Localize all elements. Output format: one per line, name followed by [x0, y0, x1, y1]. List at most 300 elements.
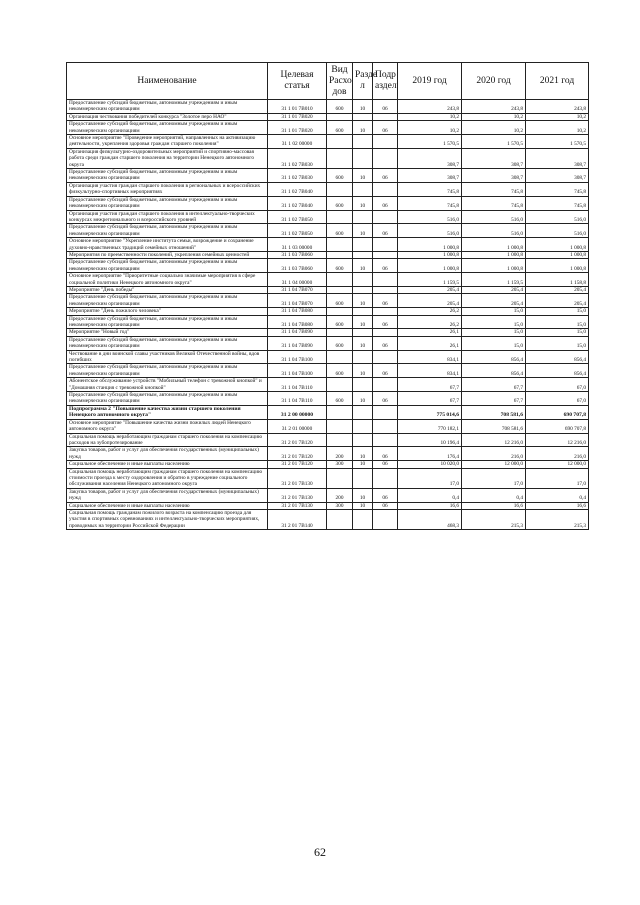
row-section-cell [353, 238, 373, 252]
row-2020-cell: 16,6 [462, 502, 526, 509]
row-name-cell: Социальное обеспечение и иные выплаты населению [67, 502, 268, 509]
row-section-cell [353, 182, 373, 196]
row-subsection-cell [373, 468, 398, 488]
row-section-cell [353, 148, 373, 168]
row-section-cell [353, 419, 373, 433]
row-2021-cell: 1 570,5 [526, 135, 589, 149]
row-expense-type-cell: 600 [327, 336, 353, 350]
row-2020-cell: 0,4 [462, 488, 526, 502]
row-code-cell: 31 2 00 00000 [268, 405, 327, 419]
table-row [67, 238, 589, 252]
row-2020-cell: 15,0 [462, 315, 526, 329]
table-row [67, 509, 589, 529]
row-2021-cell: 856,4 [526, 350, 589, 364]
row-section-cell: 10 [353, 336, 373, 350]
row-name-cell: Организация физкультурно-оздоровительных мероприятий и спортивно-массовая работа среди граждан старшего поколения на территории Ненецкого автономного округа [67, 148, 268, 168]
table-row [67, 121, 589, 135]
table-row [67, 113, 589, 120]
row-name-cell: Чествование в дни воинской славы участников Великой Отечественной войны, вдов погибших [67, 350, 268, 364]
row-code-cell: 31 1 02 7В050 [268, 210, 327, 224]
row-name-cell: Социальная помощь неработающим гражданам старшего поколения на компенсацию расходов на зубопротезирование [67, 433, 268, 447]
row-2020-cell: 1 159,5 [462, 273, 526, 287]
row-2019-cell: 1 570,5 [398, 135, 462, 149]
row-code-cell: 31 1 04 7В100 [268, 364, 327, 378]
row-expense-type-cell [327, 378, 353, 392]
row-2020-cell: 10,2 [462, 113, 526, 120]
row-2020-cell: 856,4 [462, 350, 526, 364]
row-expense-type-cell [327, 182, 353, 196]
row-expense-type-cell: 300 [327, 461, 353, 468]
row-2020-cell: 17,0 [462, 468, 526, 488]
table-row [67, 196, 589, 210]
row-2019-cell: 308,7 [398, 148, 462, 168]
row-name-cell: Предоставление субсидий бюджетным, автономным учреждениям и иным некоммерческим организациям [67, 100, 268, 114]
row-2019-cell: 834,1 [398, 364, 462, 378]
table-row [67, 286, 589, 293]
table-row [67, 169, 589, 183]
table-row [67, 447, 589, 461]
row-2019-cell: 745,8 [398, 182, 462, 196]
row-subsection-cell: 06 [373, 336, 398, 350]
row-2020-cell: 12 000,0 [462, 461, 526, 468]
row-section-cell [353, 286, 373, 293]
row-code-cell: 31 1 04 7В090 [268, 329, 327, 336]
row-2020-cell: 12 216,0 [462, 433, 526, 447]
row-2020-cell: 308,7 [462, 169, 526, 183]
row-2020-cell: 1 000,8 [462, 251, 526, 258]
row-subsection-cell [373, 210, 398, 224]
row-section-cell: 10 [353, 461, 373, 468]
row-section-cell [353, 350, 373, 364]
row-subsection-cell [373, 238, 398, 252]
row-2021-cell: 690 707,8 [526, 419, 589, 433]
row-name-cell: Предоставление субсидий бюджетным, автономным учреждениям и иным некоммерческим организациям [67, 364, 268, 378]
header-type: Вид Расхо дов [327, 63, 353, 100]
row-section-cell: 10 [353, 294, 373, 308]
row-2021-cell: 1 000,8 [526, 259, 589, 273]
row-expense-type-cell: 600 [327, 121, 353, 135]
row-expense-type-cell: 200 [327, 447, 353, 461]
row-subsection-cell: 06 [373, 447, 398, 461]
table-row [67, 336, 589, 350]
row-2019-cell: 468,3 [398, 509, 462, 529]
row-2021-cell: 205,4 [526, 294, 589, 308]
table-row [67, 315, 589, 329]
row-code-cell: 31 1 01 7В010 [268, 100, 327, 114]
row-subsection-cell: 06 [373, 224, 398, 238]
header-2019: 2019 год [398, 63, 462, 100]
row-section-cell [353, 113, 373, 120]
row-2021-cell: 10,2 [526, 113, 589, 120]
row-2020-cell: 67,7 [462, 378, 526, 392]
row-subsection-cell: 06 [373, 488, 398, 502]
table-body [67, 100, 589, 530]
row-section-cell: 10 [353, 502, 373, 509]
table-row [67, 148, 589, 168]
row-section-cell: 10 [353, 224, 373, 238]
row-2021-cell: 690 707,8 [526, 405, 589, 419]
row-2019-cell: 26,2 [398, 308, 462, 315]
row-2019-cell: 1 159,5 [398, 273, 462, 287]
row-subsection-cell: 06 [373, 169, 398, 183]
row-2020-cell: 1 570,5 [462, 135, 526, 149]
row-section-cell [353, 308, 373, 315]
row-2021-cell: 15,0 [526, 336, 589, 350]
table-row [67, 329, 589, 336]
row-expense-type-cell: 200 [327, 488, 353, 502]
row-name-cell: Подпрограмма 2 "Повышение качества жизни старшего поколения Ненецкого автономного округа" [67, 405, 268, 419]
row-2019-cell: 10,2 [398, 121, 462, 135]
header-target: Целевая статья [268, 63, 327, 100]
row-name-cell: Основное мероприятие "Укрепление института семьи, возрождение и сохранение духовно-нравственных традиций семейных отношений" [67, 238, 268, 252]
row-subsection-cell [373, 286, 398, 293]
row-code-cell: 31 1 04 7В080 [268, 315, 327, 329]
table-row [67, 100, 589, 114]
row-name-cell: Закупка товаров, работ и услуг для обеспечения государственных (муниципальных) нужд [67, 447, 268, 461]
row-2019-cell: 26,1 [398, 329, 462, 336]
table-row [67, 364, 589, 378]
row-2019-cell: 26,2 [398, 315, 462, 329]
row-2021-cell: 15,0 [526, 308, 589, 315]
row-expense-type-cell [327, 135, 353, 149]
row-expense-type-cell [327, 148, 353, 168]
row-2020-cell: 516,0 [462, 224, 526, 238]
row-subsection-cell [373, 433, 398, 447]
row-2021-cell: 745,8 [526, 196, 589, 210]
row-name-cell: Предоставление субсидий бюджетным, автономным учреждениям и иным некоммерческим организациям [67, 259, 268, 273]
row-2021-cell: 205,4 [526, 286, 589, 293]
row-section-cell: 10 [353, 100, 373, 114]
row-2019-cell: 770 182,1 [398, 419, 462, 433]
row-expense-type-cell [327, 251, 353, 258]
row-2021-cell: 516,0 [526, 210, 589, 224]
row-subsection-cell [373, 308, 398, 315]
row-expense-type-cell: 600 [327, 100, 353, 114]
row-2020-cell: 216,0 [462, 447, 526, 461]
row-name-cell: Основное мероприятие "Проведение мероприятий, направленных на активизацию деятельности, укрепления здоровья граждан старшего поколения" [67, 135, 268, 149]
table-row [67, 350, 589, 364]
row-section-cell [353, 135, 373, 149]
row-2020-cell: 10,2 [462, 121, 526, 135]
row-name-cell: Социальная помощь гражданам пожилого возраста на компенсацию проезда для участия в спортивных соревнованиях и интеллектуально-творческих мероприятиях, проводимых на территории Российской Федерации [67, 509, 268, 529]
row-2020-cell: 205,4 [462, 286, 526, 293]
row-2019-cell: 176,4 [398, 447, 462, 461]
row-name-cell: Социальное обеспечение и иные выплаты населению [67, 461, 268, 468]
row-name-cell: Основное мероприятие "Приоритетные социально значимые мероприятия в сфере социальной политики Ненецкого автономного округа" [67, 273, 268, 287]
row-2021-cell: 1 000,8 [526, 251, 589, 258]
row-2021-cell: 243,8 [526, 100, 589, 114]
row-2021-cell: 1 000,8 [526, 238, 589, 252]
row-subsection-cell [373, 509, 398, 529]
row-code-cell: 31 1 02 00000 [268, 135, 327, 149]
table-row [67, 502, 589, 509]
row-section-cell [353, 273, 373, 287]
row-2021-cell: 10,2 [526, 121, 589, 135]
row-2021-cell: 1 158,8 [526, 273, 589, 287]
row-section-cell [353, 329, 373, 336]
row-subsection-cell [373, 378, 398, 392]
row-name-cell: Предоставление субсидий бюджетным, автономным учреждениям и иным некоммерческим организациям [67, 294, 268, 308]
row-2019-cell: 243,8 [398, 100, 462, 114]
table-header-row [67, 63, 589, 100]
row-2019-cell: 1 000,8 [398, 259, 462, 273]
row-code-cell: 31 1 04 7В100 [268, 350, 327, 364]
row-name-cell: Предоставление субсидий бюджетным, автономным учреждениям и иным некоммерческим организациям [67, 196, 268, 210]
row-2019-cell: 10 196,4 [398, 433, 462, 447]
row-subsection-cell [373, 329, 398, 336]
row-subsection-cell [373, 113, 398, 120]
row-name-cell: Мероприятие "День победы" [67, 286, 268, 293]
table-row [67, 405, 589, 419]
header-name: Наименование [67, 63, 268, 100]
row-subsection-cell [373, 135, 398, 149]
row-2019-cell: 308,7 [398, 169, 462, 183]
row-section-cell [353, 251, 373, 258]
row-code-cell: 31 1 04 00000 [268, 273, 327, 287]
table-row [67, 419, 589, 433]
row-subsection-cell [373, 251, 398, 258]
row-subsection-cell: 06 [373, 196, 398, 210]
table-row [67, 488, 589, 502]
row-expense-type-cell: 300 [327, 502, 353, 509]
table-row [67, 461, 589, 468]
table-row [67, 392, 589, 406]
row-code-cell: 31 1 04 7В070 [268, 286, 327, 293]
table-row [67, 182, 589, 196]
row-code-cell: 31 1 02 7В030 [268, 169, 327, 183]
row-expense-type-cell [327, 286, 353, 293]
row-section-cell [353, 378, 373, 392]
row-2020-cell: 15,0 [462, 329, 526, 336]
row-2020-cell: 15,0 [462, 336, 526, 350]
row-subsection-cell [373, 182, 398, 196]
row-code-cell: 31 2 01 7В130 [268, 502, 327, 509]
header-2021: 2021 год [526, 63, 589, 100]
row-section-cell [353, 433, 373, 447]
row-2020-cell: 745,8 [462, 182, 526, 196]
header-subsection: Подр аздел [373, 63, 398, 100]
row-2021-cell: 308,7 [526, 148, 589, 168]
budget-table [66, 62, 589, 530]
row-2019-cell: 10,2 [398, 113, 462, 120]
row-expense-type-cell: 600 [327, 169, 353, 183]
row-2019-cell: 516,0 [398, 224, 462, 238]
row-name-cell: Предоставление субсидий бюджетным, автономным учреждениям и иным некоммерческим организациям [67, 315, 268, 329]
row-code-cell: 31 1 04 7В080 [268, 308, 327, 315]
row-2019-cell: 16,6 [398, 502, 462, 509]
row-expense-type-cell [327, 308, 353, 315]
row-subsection-cell [373, 350, 398, 364]
table-row [67, 378, 589, 392]
row-expense-type-cell [327, 238, 353, 252]
row-expense-type-cell [327, 350, 353, 364]
row-code-cell: 31 2 01 00000 [268, 419, 327, 433]
row-2020-cell: 708 581,6 [462, 405, 526, 419]
row-subsection-cell [373, 273, 398, 287]
row-2019-cell: 1 000,8 [398, 238, 462, 252]
table-row [67, 210, 589, 224]
row-name-cell: Организация участия граждан старшего поколения в региональных и всероссийских физкультурно-спортивных мероприятиях [67, 182, 268, 196]
row-code-cell: 31 2 01 7В120 [268, 447, 327, 461]
table-row [67, 294, 589, 308]
row-name-cell: Мероприятие "Новый год" [67, 329, 268, 336]
row-name-cell: Предоставление субсидий бюджетным, автономным учреждениям и иным некоммерческим организациям [67, 336, 268, 350]
row-2019-cell: 775 014,6 [398, 405, 462, 419]
row-expense-type-cell [327, 273, 353, 287]
row-code-cell: 31 2 01 7В120 [268, 433, 327, 447]
row-2020-cell: 15,0 [462, 308, 526, 315]
row-name-cell: Социальная помощь неработающим гражданам старшего поколения на компенсацию стоимости проезда к месту оздоровления и обратно в учреждение социального обслуживания населения Ненецкого автономного округа [67, 468, 268, 488]
row-code-cell: 31 1 04 7В090 [268, 336, 327, 350]
row-section-cell [353, 468, 373, 488]
table-row [67, 224, 589, 238]
row-expense-type-cell [327, 433, 353, 447]
row-section-cell [353, 509, 373, 529]
row-code-cell: 31 1 04 7В110 [268, 378, 327, 392]
row-subsection-cell: 06 [373, 502, 398, 509]
row-2021-cell: 856,4 [526, 364, 589, 378]
row-expense-type-cell [327, 419, 353, 433]
row-2020-cell: 708 581,6 [462, 419, 526, 433]
row-section-cell [353, 405, 373, 419]
row-section-cell: 10 [353, 121, 373, 135]
row-section-cell: 10 [353, 169, 373, 183]
table-row [67, 259, 589, 273]
row-2021-cell: 15,0 [526, 329, 589, 336]
row-2021-cell: 0,4 [526, 488, 589, 502]
row-2020-cell: 215,3 [462, 509, 526, 529]
row-2021-cell: 216,0 [526, 447, 589, 461]
row-code-cell: 31 2 01 7В120 [268, 461, 327, 468]
row-2019-cell: 205,4 [398, 286, 462, 293]
table-row [67, 251, 589, 258]
row-name-cell: Основное мероприятие "Повышение качества жизни пожилых людей Ненецкого автономного округа" [67, 419, 268, 433]
page-number: 62 [314, 845, 326, 859]
row-2020-cell: 745,8 [462, 196, 526, 210]
row-expense-type-cell: 600 [327, 294, 353, 308]
row-name-cell: Мероприятие "День пожилого человека" [67, 308, 268, 315]
row-subsection-cell: 06 [373, 364, 398, 378]
table-row [67, 433, 589, 447]
row-expense-type-cell: 600 [327, 196, 353, 210]
row-code-cell: 31 1 04 7В110 [268, 392, 327, 406]
row-name-cell: Организация участия граждан старшего поколения в интеллектуально-творческих конкурсах межрегионального и всероссийского уровней [67, 210, 268, 224]
row-expense-type-cell [327, 405, 353, 419]
header-section: Разде л [353, 63, 373, 100]
row-2021-cell: 16,6 [526, 502, 589, 509]
row-name-cell: Предоставление субсидий бюджетным, автономным учреждениям и иным некоммерческим организациям [67, 224, 268, 238]
row-name-cell: Мероприятия по преемственности поколений, укрепления семейных ценностей [67, 251, 268, 258]
header-2020: 2020 год [462, 63, 526, 100]
row-2020-cell: 205,4 [462, 294, 526, 308]
row-code-cell: 31 1 01 7В020 [268, 113, 327, 120]
table-row [67, 308, 589, 315]
row-section-cell: 10 [353, 196, 373, 210]
row-subsection-cell: 06 [373, 392, 398, 406]
row-section-cell [353, 210, 373, 224]
row-2019-cell: 205,4 [398, 294, 462, 308]
row-2020-cell: 243,8 [462, 100, 526, 114]
row-subsection-cell: 06 [373, 315, 398, 329]
row-section-cell: 10 [353, 447, 373, 461]
row-expense-type-cell: 600 [327, 259, 353, 273]
row-2021-cell: 745,8 [526, 182, 589, 196]
row-2019-cell: 516,0 [398, 210, 462, 224]
row-code-cell: 31 1 04 7В070 [268, 294, 327, 308]
row-2020-cell: 1 000,8 [462, 259, 526, 273]
row-2021-cell: 67,0 [526, 392, 589, 406]
row-subsection-cell: 06 [373, 461, 398, 468]
row-2021-cell: 15,0 [526, 315, 589, 329]
row-2019-cell: 745,8 [398, 196, 462, 210]
row-subsection-cell [373, 419, 398, 433]
row-code-cell: 31 2 01 7В140 [268, 509, 327, 529]
row-subsection-cell: 06 [373, 100, 398, 114]
row-expense-type-cell: 600 [327, 224, 353, 238]
row-subsection-cell: 06 [373, 121, 398, 135]
row-2020-cell: 1 000,8 [462, 238, 526, 252]
row-2021-cell: 12 216,0 [526, 433, 589, 447]
row-expense-type-cell [327, 329, 353, 336]
row-2021-cell: 12 000,0 [526, 461, 589, 468]
row-code-cell: 31 1 02 7В040 [268, 196, 327, 210]
table-row [67, 135, 589, 149]
row-2019-cell: 0,4 [398, 488, 462, 502]
row-name-cell: Предоставление субсидий бюджетным, автономным учреждениям и иным некоммерческим организациям [67, 121, 268, 135]
row-expense-type-cell [327, 210, 353, 224]
row-2019-cell: 17,0 [398, 468, 462, 488]
row-2021-cell: 17,0 [526, 468, 589, 488]
row-2021-cell: 215,3 [526, 509, 589, 529]
budget-table-container [66, 62, 588, 530]
row-code-cell: 31 1 01 7В020 [268, 121, 327, 135]
row-section-cell: 10 [353, 259, 373, 273]
row-2021-cell: 516,0 [526, 224, 589, 238]
row-expense-type-cell [327, 509, 353, 529]
row-2021-cell: 308,7 [526, 169, 589, 183]
row-section-cell: 10 [353, 488, 373, 502]
row-2020-cell: 308,7 [462, 148, 526, 168]
row-2019-cell: 26,1 [398, 336, 462, 350]
row-section-cell: 10 [353, 364, 373, 378]
row-expense-type-cell: 600 [327, 392, 353, 406]
row-subsection-cell [373, 148, 398, 168]
row-code-cell: 31 1 02 7В030 [268, 148, 327, 168]
row-name-cell: Абонентское обслуживание устройств "Мобильный телефон с тревожной кнопкой" и "Домашняя станция с тревожной кнопкой" [67, 378, 268, 392]
row-2020-cell: 67,7 [462, 392, 526, 406]
row-subsection-cell [373, 405, 398, 419]
row-expense-type-cell [327, 468, 353, 488]
row-expense-type-cell: 600 [327, 364, 353, 378]
row-name-cell: Предоставление субсидий бюджетным, автономным учреждениям и иным некоммерческим организациям [67, 169, 268, 183]
row-subsection-cell: 06 [373, 259, 398, 273]
row-code-cell: 31 2 01 7В130 [268, 468, 327, 488]
table-row [67, 468, 589, 488]
row-name-cell: Организация чествования победителей конкурса "Золотое перо НАО" [67, 113, 268, 120]
row-2019-cell: 834,1 [398, 350, 462, 364]
row-section-cell: 10 [353, 315, 373, 329]
row-expense-type-cell: 600 [327, 315, 353, 329]
table-row [67, 273, 589, 287]
row-2019-cell: 67,7 [398, 378, 462, 392]
row-subsection-cell: 06 [373, 294, 398, 308]
row-name-cell: Предоставление субсидий бюджетным, автономным учреждениям и иным некоммерческим организациям [67, 392, 268, 406]
row-2020-cell: 856,4 [462, 364, 526, 378]
row-code-cell: 31 1 03 00000 [268, 238, 327, 252]
row-code-cell: 31 1 02 7В040 [268, 182, 327, 196]
row-name-cell: Закупка товаров, работ и услуг для обеспечения государственных (муниципальных) нужд [67, 488, 268, 502]
row-2021-cell: 67,0 [526, 378, 589, 392]
